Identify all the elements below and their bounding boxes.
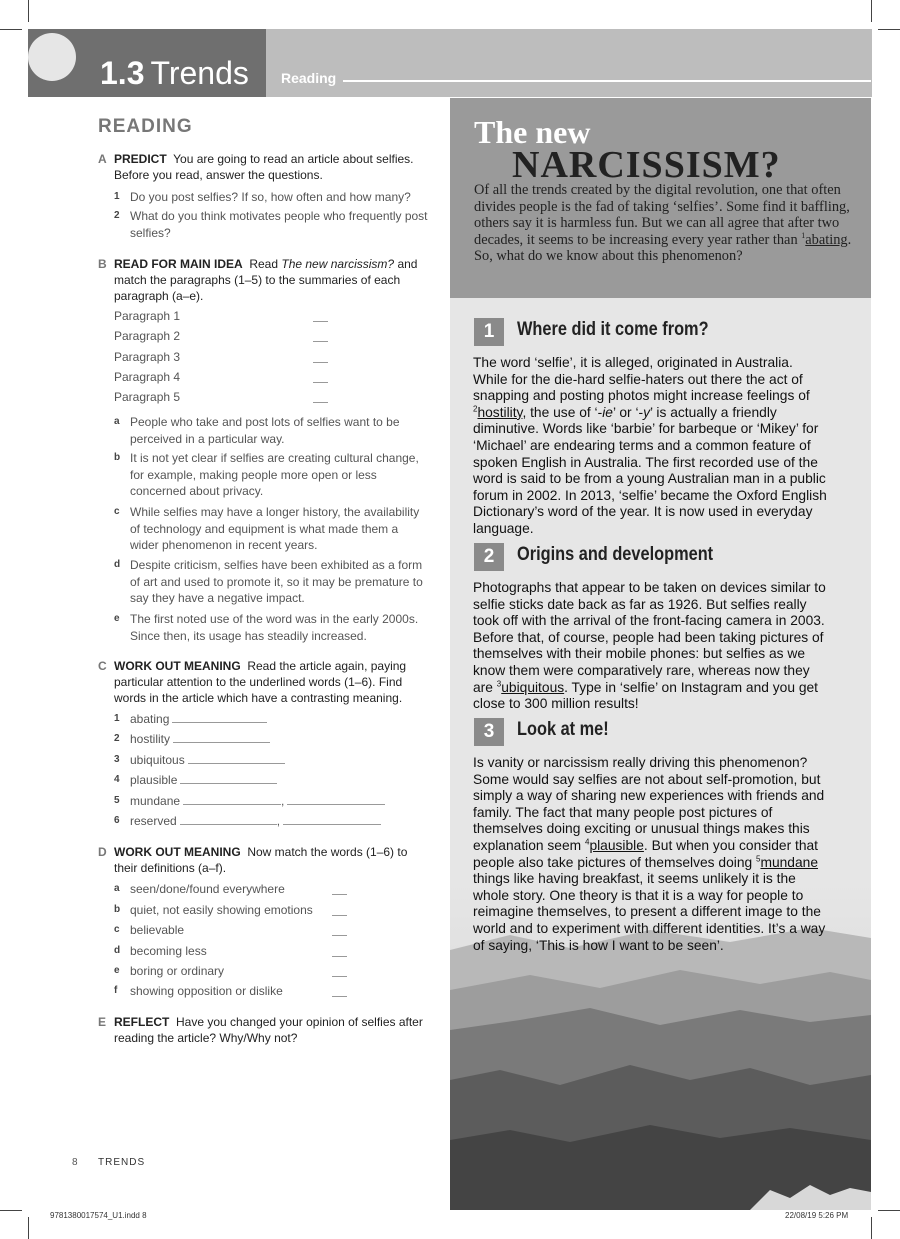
answer-blank[interactable] — [313, 321, 328, 322]
answer-blank[interactable] — [313, 362, 328, 363]
paragraph-label: Paragraph 5 — [114, 390, 181, 404]
summary-item: e The first noted use of the word was in the early 2000s. Since then, its usage has steadily increased. — [114, 612, 419, 643]
answer-blank[interactable] — [332, 935, 347, 936]
answer-blank[interactable] — [332, 976, 347, 977]
definition-item: f showing opposition or dislike — [114, 984, 283, 998]
word-item: 2 hostility — [114, 731, 429, 748]
exercise-e: E REFLECT Have you changed your opinion of selfies after reading the article? Why/Why not? — [98, 1015, 423, 1045]
answer-blank[interactable] — [313, 382, 328, 383]
header-band-light — [266, 29, 872, 97]
paragraph-label: Paragraph 2 — [114, 329, 181, 343]
word-item: 3 ubiquitous — [114, 752, 429, 769]
list-item: 1 Do you post selfies? If so, how often and how many? — [114, 190, 411, 204]
section-label: Reading — [281, 70, 337, 86]
header-circle-decoration — [28, 33, 76, 81]
definition-item: c believable — [114, 923, 185, 937]
article-paragraph-3: Is vanity or narcissism really driving this phenomenon? Some would say selfies are not about self-promotion, but simply a way of sharing new experiences with friends and family. The fact that many people post pictures of themselves doing exciting or unusual things makes this explanation seem $^4$plausible. But when you consider that people also take pictures of themselves doing $^5$mundane things like having breakfast, it seems unlikely it is the whole story. One theory is that it is a way for people to reimagine themselves, to present a different image to the world and to experiment with different identities. It’s a way of saying, ‘This is how I want to be seen’. — [473, 755, 826, 953]
exercise-b: B READ FOR MAIN IDEA Read The new narcissism? and match the paragraphs (1–5) to the summaries of each paragraph (a–e). — [98, 257, 418, 303]
definition-item: b quiet, not easily showing emotions — [114, 903, 313, 917]
crop-mark — [28, 1217, 29, 1239]
definition-item: e boring or ordinary — [114, 964, 225, 978]
page-number: 8 — [72, 1157, 78, 1168]
answer-blank[interactable] — [332, 894, 347, 895]
article-paragraph-1: The word ‘selfie’, it is alleged, originated in Australia. While for the die-hard selfie-haters out there the act of snapping and posting photos might increase feelings of $^2$hostility, the use of ‘-ie’ or ‘-y’ is actually a friendly diminutive. Words like ‘barbie’ for barbeque or ‘Mikey’ for ‘Michael’ are endearing terms and a common feature of spoken English in Australia. The first recorded use of the word is said to be from a young Australian man in a public forum in 2002. In 2013, ‘selfie’ became the Oxford English Dictionary’s word of the year. It is now used in everyday language. — [473, 355, 827, 536]
crop-mark — [0, 29, 22, 30]
word-item: 1 abating — [114, 711, 429, 728]
section-number: 3 — [474, 718, 504, 746]
definition-item: d becoming less — [114, 944, 207, 958]
article-paragraph-2: Photographs that appear to be taken on devices similar to selfie sticks date back as far as 1926. But selfies really took off with the arrival of the front-facing camera in 2003. Before that, of course, people had been taking pictures of themselves with their mobile phones: but selfies as we know them were comparatively rare, whereas now they are $^3$ubiquitous. Type in ‘selfie’ on Instagram and you get close to 300 million results! — [473, 580, 826, 712]
list-item: 2 What do you think motivates people who frequently post selfies? — [114, 209, 428, 240]
exercise-a: A PREDICT You are going to read an article about selfies. Before you read, answer the questions. — [98, 152, 414, 182]
answer-blank[interactable] — [332, 915, 347, 916]
header-rule — [343, 80, 871, 82]
word-item: 6 reserved , — [114, 813, 429, 830]
exercise-d: D WORK OUT MEANING Now match the words (1–6) to their definitions (a–f). — [98, 845, 408, 875]
section-title: Where did it come from? — [517, 319, 709, 340]
slug-filename: 9781380017574_U1.indd 8 — [50, 1211, 147, 1220]
definition-item: a seen/done/found everywhere — [114, 882, 285, 896]
article-title-line1: The new — [474, 114, 591, 150]
crop-mark — [871, 0, 872, 22]
answer-blank[interactable] — [332, 996, 347, 997]
summary-item: a People who take and post lots of selfies want to be perceived in a particular way. — [114, 415, 400, 446]
unit-name: Trends — [150, 55, 249, 91]
unit-number: 1.3 — [100, 55, 145, 91]
summary-item: c While selfies may have a longer history, the availability of technology and equipment is what made them a wider phenomenon in recent years. — [114, 505, 420, 552]
word-item: 5 mundane , — [114, 793, 429, 810]
paragraph-label: Paragraph 1 — [114, 309, 181, 323]
section-number: 1 — [474, 318, 504, 346]
slug-date: 22/08/19 5:26 PM — [785, 1211, 849, 1220]
crop-mark — [878, 1210, 900, 1211]
reading-heading: READING — [98, 116, 193, 137]
word-item: 4 plausible — [114, 772, 429, 789]
section-title: Look at me! — [517, 719, 609, 740]
exercise-a-keyword: PREDICT — [114, 152, 167, 166]
answer-blank[interactable] — [332, 956, 347, 957]
paragraph-label: Paragraph 4 — [114, 370, 181, 384]
answer-blank[interactable] — [313, 402, 328, 403]
article-title-line2: NARCISSISM? — [512, 144, 781, 186]
running-head: TRENDS — [98, 1157, 146, 1168]
answer-blank[interactable] — [313, 341, 328, 342]
crop-mark — [871, 1217, 872, 1239]
unit-title — [100, 55, 249, 92]
section-title: Origins and development — [517, 544, 714, 565]
summary-item: d Despite criticism, selfies have been exhibited as a form of art and used to promote it, so it may be premature to say they have a negative impact. — [114, 558, 423, 605]
paragraph-label: Paragraph 3 — [114, 350, 181, 364]
exercise-a-instruction: You are going to read an article about selfies. Before you read, answer the questions. — [114, 152, 414, 182]
summary-item: b It is not yet clear if selfies are creating cultural change, for example, making people more open or less concerned about privacy. — [114, 451, 419, 498]
exercise-c: C WORK OUT MEANING Read the article again, paying particular attention to the underlined words (1–6). Find words in the article which have a contrasting meaning. — [98, 659, 407, 705]
crop-mark — [28, 0, 29, 22]
section-number: 2 — [474, 543, 504, 571]
crop-mark — [878, 29, 900, 30]
article-intro: Of all the trends created by the digital revolution, one that often divides people is the fad of taking ‘selfies’. Some find it baffling, others say it is harmless fun. But we can all agree that after two decades, it seems to be increasing every year rather than $^1$abating. So, what do we know about this phenomenon? — [474, 182, 852, 265]
crop-mark — [0, 1210, 22, 1211]
